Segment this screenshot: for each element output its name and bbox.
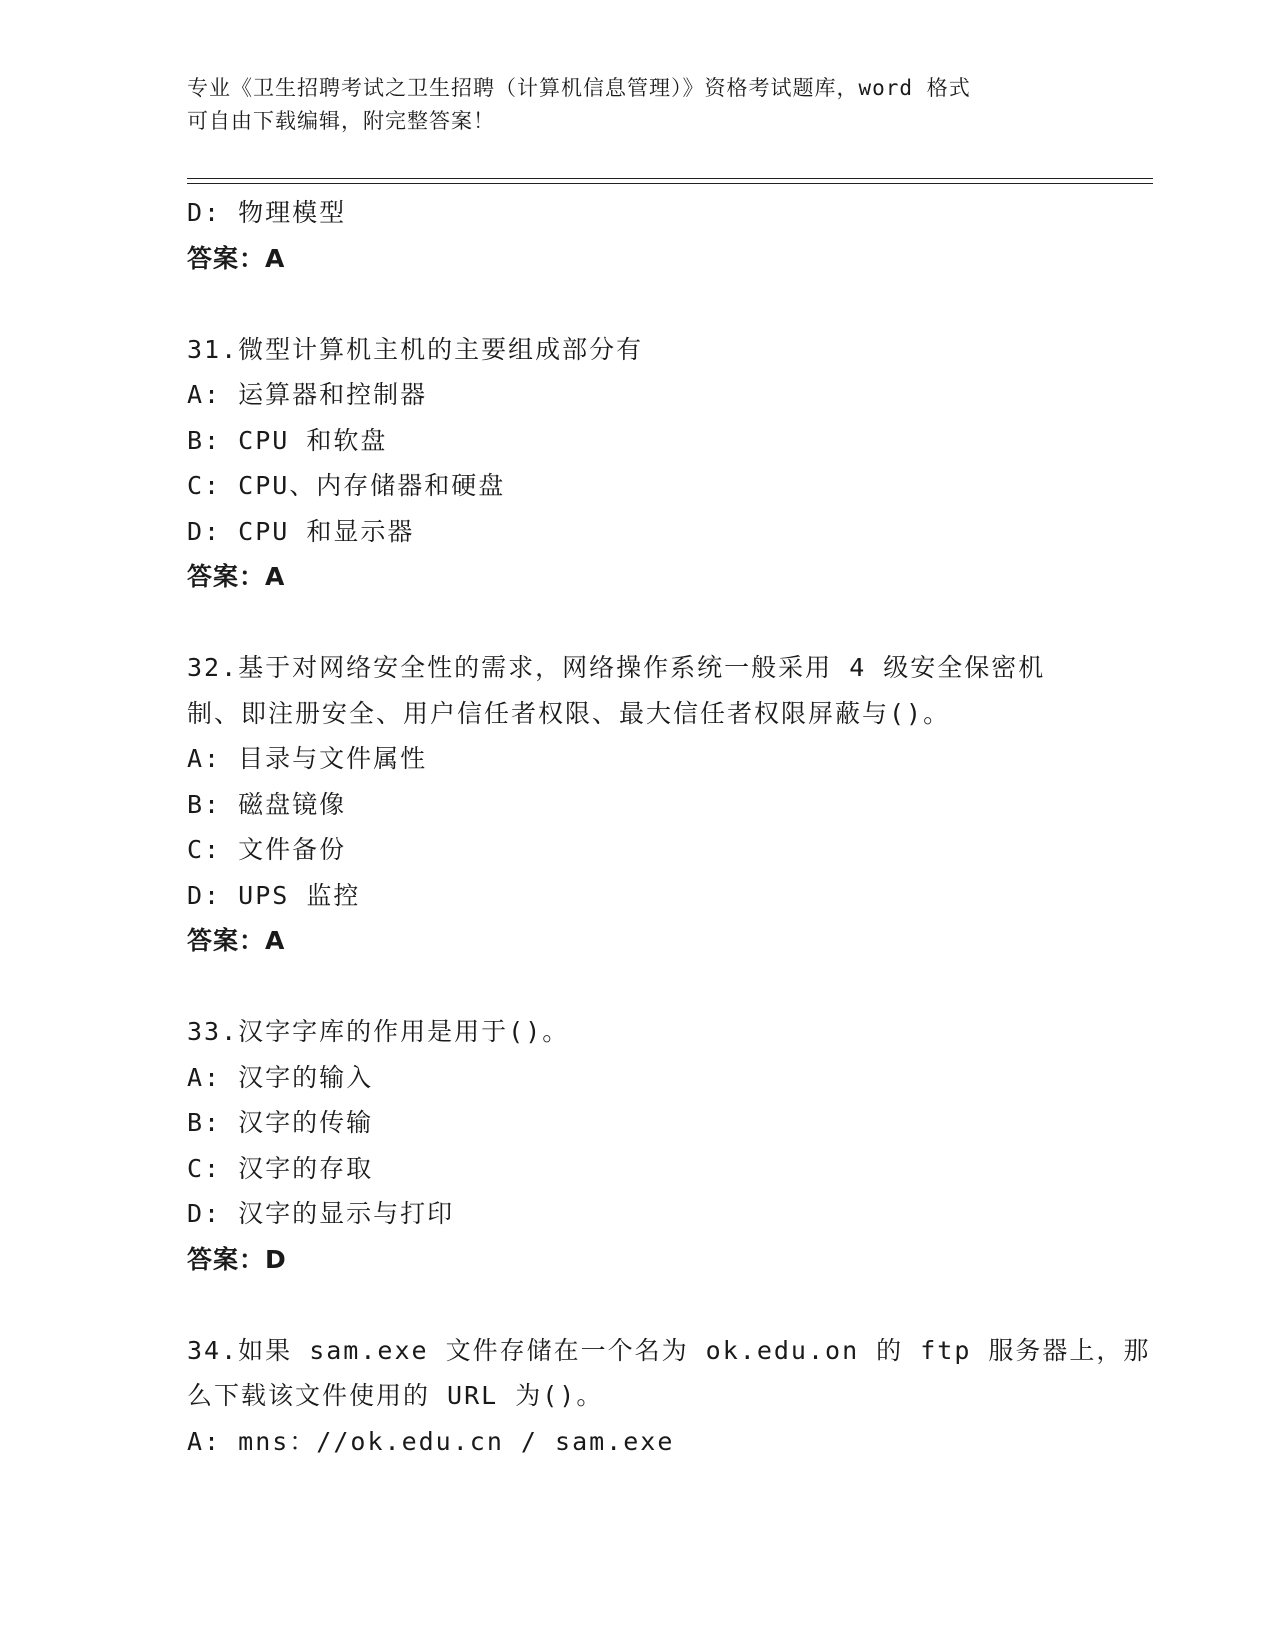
question-stem: 34.如果 sam.exe 文件存储在一个名为 ok.edu.on 的 ftp 服务器上，那 [187,1335,1151,1365]
option-c: C: CPU、内存储器和硬盘 [187,471,506,500]
question-stem: 33.汉字字库的作用是用于()。 [187,1017,570,1046]
option-b: B: 磁盘镜像 [187,789,347,819]
spacer [187,600,1087,646]
question-block-31 [187,327,1087,600]
spacer [187,281,1087,327]
header-line-2: 可自由下载编辑，附完整答案！ [187,109,495,133]
question-block-33 [187,1009,1087,1282]
question-content [187,190,1151,1464]
option-d: D: 汉字的显示与打印 [187,1199,455,1228]
question-stem-cont: 制、即注册安全、用户信任者权限、最大信任者权限屏蔽与()。 [187,698,951,728]
spacer [187,964,1087,1010]
answer: 答案：A [187,926,286,955]
option-d: D: UPS 监控 [187,880,361,910]
document-header [187,72,1067,138]
spacer [187,1282,1087,1328]
question-stem: 32.基于对网络安全性的需求，网络操作系统一般采用 4 级安全保密机 [187,653,1046,682]
option-a: A: mns：//ok.edu.cn / sam.exe [187,1426,675,1456]
option-b: B: 汉字的传输 [187,1108,374,1137]
question-block-34 [187,1328,1151,1465]
header-rule-bottom [187,183,1153,184]
option-a: A: 汉字的输入 [187,1062,374,1092]
option-d: D: 物理模型 [187,198,347,227]
answer: 答案：A [187,243,286,273]
header-line-1: 专业《卫生招聘考试之卫生招聘（计算机信息管理）》资格考试题库，word 格式 [187,76,971,100]
answer: 答案：A [187,562,286,591]
option-c: C: 文件备份 [187,835,347,864]
answer: 答案：D [187,1244,287,1274]
option-b: B: CPU 和软盘 [187,425,388,455]
option-c: C: 汉字的存取 [187,1153,374,1183]
question-block-32 [187,645,1087,964]
option-a: A: 运算器和控制器 [187,380,428,409]
option-a: A: 目录与文件属性 [187,744,428,773]
question-stem: 31.微型计算机主机的主要组成部分有 [187,334,644,364]
header-rule-top [187,178,1153,179]
option-d: D: CPU 和显示器 [187,516,415,546]
question-stem-cont: 么下载该文件使用的 URL 为()。 [187,1381,604,1410]
